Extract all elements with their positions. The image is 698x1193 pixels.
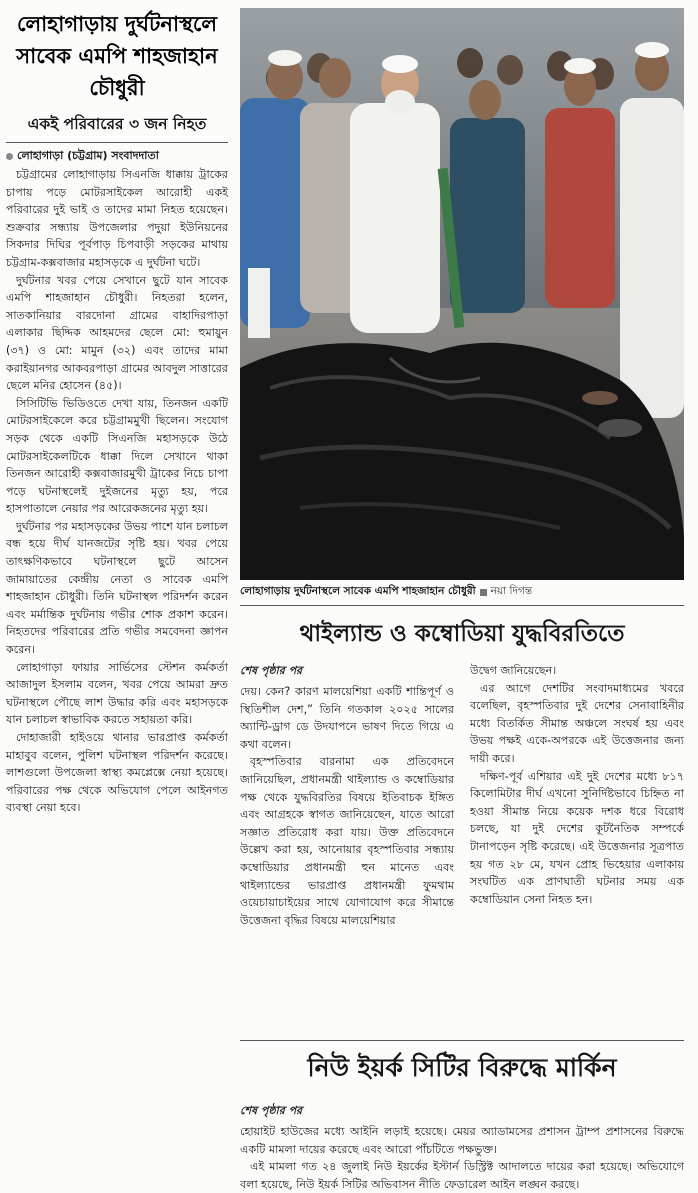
thai-column-2 — [470, 662, 684, 1034]
left-paragraph: সিসিটিভি ভিডিওতে দেখা যায়, তিনজন একটি মোটরসাইকেলে করে চট্টগ্রামমুখী ছিলেন। সংযোগ সড়ক থেকে একটি সিএনজি মহাসড়কে উঠে মোটরসাইকেলটিকে ধাক্কা দিলে সেখানে থাকা তিনজন আরোহী কক্সবাজারমুখী ট্রাকের নিচে চাপা পড়ে ঘটনাস্থলেই দুইজনের মৃত্যু হয়, পরে হাসপাতালে নেয়ার পর আরেকজনের মৃত্যু হয়। — [6, 396, 228, 516]
ny-article — [240, 1102, 684, 1193]
left-paragraph: দোহাজারী হাইওয়ে থানার ভারপ্রাপ্ত কর্মকর্তা মাহাবুব বলেন, পুলিশ ঘটনাস্থল পরিদর্শন করেছে। লাশগুলো উপজেলা স্বাস্থ্য কমপ্লেক্সে নেয়া হয়েছে। পরিবারের পক্ষ থেকে অভিযোগ পেলে আইনগত ব্যবস্থা নেয়া হবে। — [6, 731, 228, 815]
left-body — [6, 166, 228, 817]
thai-paragraph: উদ্বেগ জানিয়েছেন। — [470, 664, 557, 677]
photo-credit: নয়া দিগন্ত — [490, 585, 533, 597]
news-photo — [240, 8, 684, 580]
bullet-icon — [6, 153, 13, 160]
thai-column-1 — [240, 662, 454, 1034]
byline — [6, 147, 228, 166]
thai-article — [240, 662, 684, 1034]
left-paragraph: লোহাগাড়া ফায়ার সার্ভিসের স্টেশন কর্মকর্তা আজাদুল ইসলাম বলেন, খবর পেয়ে আমরা দ্রুত ঘটনাস্থলে পৌছে লাশ উদ্ধার করি এবং মহাসড়কে যান চলাচল স্বাভাবিক করতে সহায়তা করি। — [6, 660, 228, 727]
byline-text: লোহাগাড়া (চট্টগ্রাম) সংবাদদাতা — [17, 149, 159, 162]
thai-headline: থাইল্যান্ড ও কম্বোডিয়া যুদ্ধবিরতিতে — [299, 620, 625, 647]
left-paragraph: দুর্ঘটনার পর মহাসড়কের উভয় পাশে যান চলাচল বন্ধ হয়ে দীর্ঘ যানজটের সৃষ্টি হয়। খবর পেয়ে তাৎক্ষণিকভাবে ঘটনাস্থলে ছুটে আসেন জামায়াতের কেন্দ্রীয় নেতা ও সাবেক এমপি শাহজাহান চৌধুরী। তিনি ঘটনাস্থল পরিদর্শন করেন এবং মর্মান্তিক দুর্ঘটনায় গভীর শোক প্রকাশ করেন। নিহতদের পরিবারের প্রতি গভীর সমবেদনা জ্ঞাপন করেন। — [6, 519, 228, 657]
thai-paragraph: দেয়। কেন? কারণ মালয়েশিয়া একটি শান্তিপূর্ণ ও স্থিতিশীল দেশ,” তিনি গতকাল ২০২৫ সালের অ্যান্টি-ড্রাগ ডে উদযাপনে ভাষণ দিতে গিয়ে এ কথা বলেন। — [240, 685, 454, 751]
continued-label: শেষ পৃষ্ঠার পর — [240, 664, 303, 677]
ny-headline: নিউ ইয়র্ক সিটির বিরুদ্ধে মার্কিন — [240, 1040, 684, 1095]
photo-caption — [240, 584, 684, 606]
left-subheadline: একই পরিবারের ৩ জন নিহত — [6, 112, 228, 143]
thai-paragraph: এর আগে দেশটির সংবাদমাধ্যমের খবরে বলেছিল, বৃহস্পতিবার দুই দেশের সেনাবাহিনীর মধ্যে বিতর্কিত সীমান্ত অঞ্চলে সংঘর্ষ হয় এবং উভয় পক্ষই একে-অপরকে এই উত্তেজনার জন্য দায়ী করে। — [470, 681, 684, 765]
thai-paragraph: বৃহস্পতিবার বারনামা এক প্রতিবেদনে জানিয়েছিল, প্রধানমন্ত্রী থাইল্যান্ড ও কম্বোডিয়ার পক্ষ থেকে যুদ্ধবিরতির বিষয়ে ইতিবাচক ইঙ্গিত এবং আগ্রহকে স্বাগত জানিয়েছেন, যাতে আরো সজ্ঞাত প্রতিরোধ করা যায়। উক্ত প্রতিবেদনে উল্লেখ করা হয়, আনোয়ার বৃহস্পতিবার সন্ধ্যায় কম্বোডিয়ার প্রধানমন্ত্রী হুন মানেত এবং থাইল্যান্ডের ভারপ্রাপ্ত প্রধানমন্ত্রী ফুমথাম ওয়েচায়াচাইয়ের সাথে যোগাযোগ করে সীমান্তে উত্তেজনা বৃদ্ধির বিষয়ে মালয়েশিয়ার — [240, 755, 454, 927]
thai-paragraph: দক্ষিণ-পূর্ব এশিয়ার এই দুই দেশের মধ্যে ৮১৭ কিলোমিটার দীর্ঘ এখনো সুনির্দিষ্টভাবে চিহ্নিত না হওয়া সীমান্ত নিয়ে কয়েক দশক ধরে বিরোধ চলছে, যা দুই দেশের কূটনৈতিক সম্পর্কে টানাপড়েন সৃষ্টি করেছে। এই উত্তেজনার সূত্রপাত হয় গত ২৮ মে, যখন প্রোহ ভিহেয়ার এলাকায় সংঘটিত এক প্রাণঘাতী ঘটনার সময় এক কম্বোডিয়ান সেনা নিহত হন। — [470, 769, 684, 906]
left-article — [6, 8, 228, 1176]
continued-label: শেষ পৃষ্ঠার পর — [240, 1104, 303, 1117]
caption-text: লোহাগাড়ায় দুর্ঘটনাস্থলে সাবেক এমপি শাহজাহান চৌধুরী — [240, 585, 476, 597]
left-paragraph: দুর্ঘটনার খবর পেয়ে সেখানে ছুটে যান সাবেক এমপি শাহজাহান চৌধুরী। নিহতরা হলেন, সাতকানিয়ার বারদোনা গ্রামের বাহাদিরপাড়া এলাকার ছিদ্দিক আহমদের ছেলে মো: হুমায়ুন (৩৭) ও মো: মামুন (৩২) এবং তাদের মামা করাইয়ানগর আকবরপাড়া গ্রামের আবদুল সাত্তারের ছেলে মনির হোসেন (৪৫)। — [6, 273, 228, 393]
ny-paragraph: এই মামলা গত ২৪ জুলাই নিউ ইয়র্কের ইস্টার্ন ডিস্ট্রিক্ট আদালতে দায়ের করা হয়েছে। অভিযোগে বলা হয়েছে, নিউ ইয়র্ক সিটির অভিবাসন নীতি ফেডারেল আইন লঙ্ঘন করছে। — [240, 1160, 684, 1191]
left-paragraph: চট্টগ্রামের লোহাগাড়ায় সিএনজি ধাক্কায় ট্রাকের চাপায় পড়ে মোটরসাইকেল আরোহী একই পরিবারের দুই ভাই ও তাদের মামা নিহত হয়েছেন। শুক্রবার সন্ধ্যায় উপজেলার পদুয়া ইউনিয়নের সিকদার দিঘির পূর্বপাড় চিপবাড়ী সড়কের মাথায় চট্টগ্রাম-কক্সবাজার মহাসড়কে এ দুর্ঘটনা ঘটে। — [6, 168, 228, 269]
ny-paragraph: হোয়াইট হাউজের মধ্যে আইনি লড়াই হয়েছে। মেয়র অ্যাডামসের প্রশাসন ট্রাম্প প্রশাসনের বিরুদ্ধে একটি মামলা দায়ের করেছে এবং আরো পাঁচটিতে পক্ষভুক্ত। — [240, 1125, 684, 1156]
left-headline: লোহাগাড়ায় দুর্ঘটনাস্থলে সাবেক এমপি শাহজাহান চৌধুরী — [16, 11, 218, 100]
photo-illustration — [240, 8, 684, 580]
bullet-icon — [480, 589, 487, 596]
